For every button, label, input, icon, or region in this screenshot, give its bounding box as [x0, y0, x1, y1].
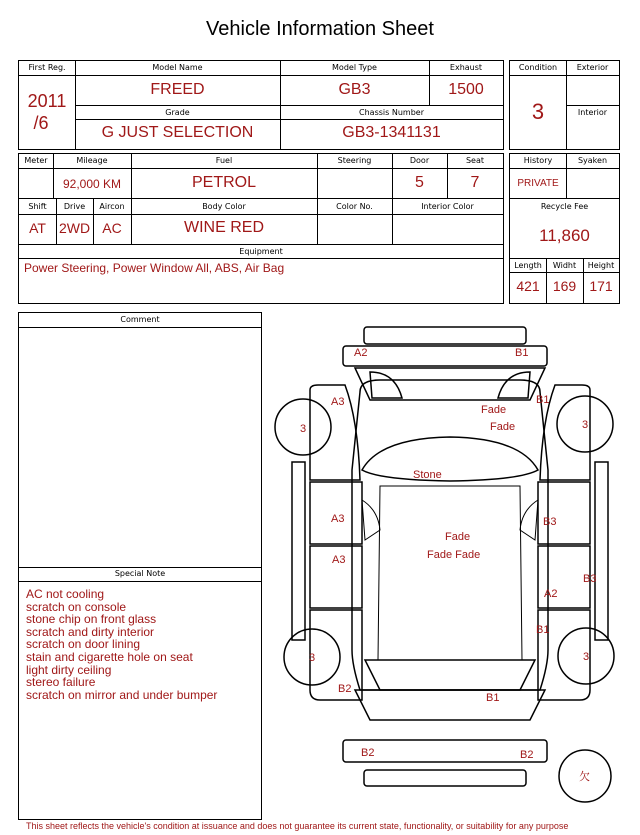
label-front-bumper-left: A2	[354, 347, 368, 359]
door-label: Door	[409, 156, 430, 165]
label-front-left-fender: A3	[331, 396, 345, 408]
length-label: Length	[514, 261, 542, 270]
headlight-right	[498, 372, 530, 398]
steering-label: Steering	[337, 156, 372, 165]
body-color-label: Body Color	[202, 202, 246, 211]
width-value: 169	[552, 278, 577, 294]
label-rear-bumper-right: B2	[520, 749, 534, 761]
model-type: GB3	[338, 81, 371, 98]
label-tailgate: B1	[486, 692, 500, 704]
interior-label: Interior	[577, 108, 608, 117]
recycle-fee-label: Recycle Fee	[540, 202, 589, 211]
label-right-quarter: A2	[544, 588, 558, 600]
main-info-table	[18, 60, 504, 150]
specs-table	[18, 153, 504, 304]
fuel-value: PETROL	[191, 174, 256, 191]
recycle-fee-value: 11,860	[539, 226, 590, 245]
equipment-value: Power Steering, Power Window All, ABS, Air Bag	[24, 261, 285, 275]
headlight-left	[370, 372, 402, 398]
label-rear-left-door: A3	[332, 554, 346, 566]
roof-outline	[378, 486, 522, 660]
special-note-item: scratch and dirty interior	[26, 624, 155, 639]
syaken-label: Syaken	[577, 156, 608, 165]
fuel-label: Fuel	[215, 156, 233, 165]
label-wheel-rear-left: 3	[309, 652, 316, 664]
first-reg-label: First Reg.	[28, 63, 66, 72]
special-note-item: scratch on door lining	[26, 637, 141, 652]
chassis-label: Chassis Number	[359, 108, 424, 117]
label-roof-2: Fade Fade	[427, 549, 481, 561]
model-name-label: Model Name	[152, 63, 203, 72]
first-reg-month: /6	[33, 113, 49, 133]
rear-left-fender	[310, 610, 362, 700]
left-sill	[292, 462, 305, 640]
height-value: 171	[589, 278, 613, 294]
rear-window	[365, 660, 535, 690]
width-label: Widht	[552, 261, 577, 270]
windshield	[362, 437, 538, 481]
front-right-door	[538, 482, 590, 544]
first-reg-year: 2011	[27, 91, 67, 111]
page-title: Vehicle Information Sheet	[206, 18, 434, 40]
seat-label: Seat	[465, 156, 485, 165]
body-color-value: WINE RED	[184, 219, 264, 236]
right-sill	[595, 462, 608, 640]
special-note-item: scratch on mirror and under bumper	[26, 687, 218, 702]
history-value: PRIVATE	[517, 178, 559, 189]
special-note-item: stereo failure	[26, 675, 96, 690]
condition-table	[509, 60, 620, 150]
label-wheel-front-left: 3	[300, 423, 307, 435]
chassis-number: GB3-1341131	[342, 124, 441, 141]
drive-value: 2WD	[58, 220, 91, 236]
meter-label: Meter	[24, 156, 48, 165]
grade-value: G JUST SELECTION	[101, 124, 254, 141]
interior-color-label: Interior Color	[421, 202, 474, 211]
label-roof-1: Fade	[445, 531, 471, 543]
car-damage-diagram	[266, 320, 636, 820]
label-front-bumper-right: B1	[515, 347, 529, 359]
disclaimer-footer: This sheet reflects the vehicle's condition at issuance and does not guarantee its current state, functionality, or suitability for any purpose	[26, 821, 569, 831]
special-note-item: AC not cooling	[26, 587, 105, 601]
label-wheel-rear-right: 3	[583, 651, 590, 663]
history-table	[509, 153, 620, 304]
mileage-label: Mileage	[76, 156, 108, 165]
rear-bumper-strip	[364, 770, 526, 786]
label-wheel-front-right: 3	[582, 419, 589, 431]
comment-label: Comment	[120, 315, 160, 324]
door-value: 5	[415, 174, 424, 191]
label-rear-bumper-left: B2	[361, 747, 375, 759]
label-rear-left-fender: B2	[338, 683, 352, 695]
history-label: History	[523, 156, 553, 165]
model-type-label: Model Type	[332, 63, 377, 72]
condition-score: 3	[531, 99, 545, 124]
label-front-right-door: B3	[543, 516, 557, 528]
hood-outline	[355, 368, 545, 400]
condition-label: Condition	[518, 63, 558, 72]
special-note-list	[26, 588, 217, 701]
grade-label: Grade	[165, 108, 190, 117]
label-spare-wheel: 欠	[579, 771, 590, 783]
label-hood-1: Fade	[481, 404, 507, 416]
label-front-left-door: A3	[331, 513, 345, 525]
special-note-label: Special Note	[114, 569, 166, 578]
left-mirror	[362, 500, 380, 540]
aircon-value: AC	[102, 220, 122, 236]
special-note-item: stain and cigarette hole on seat	[26, 649, 193, 664]
label-front-right-fender: B1	[536, 394, 550, 406]
model-name: FREED	[150, 81, 205, 98]
shift-label: Shift	[28, 202, 47, 211]
drive-label: Drive	[63, 202, 86, 211]
height-label: Height	[587, 261, 615, 270]
label-windshield: Stone	[413, 469, 442, 481]
special-note-item: stone chip on front glass	[26, 612, 157, 627]
aircon-label: Aircon	[99, 202, 125, 211]
right-mirror	[520, 500, 538, 540]
length-value: 421	[516, 278, 540, 294]
mileage-value: 92,000 KM	[62, 177, 122, 191]
exterior-label: Exterior	[576, 63, 609, 72]
exhaust-value: 1500	[448, 81, 484, 98]
label-right-quarter-outer: B3	[583, 573, 597, 585]
tailgate	[355, 690, 545, 720]
front-grille-strip	[364, 327, 526, 344]
label-hood-2: Fade	[490, 421, 516, 433]
shift-value: AT	[29, 220, 46, 236]
special-note-item: light dirty ceiling	[26, 662, 112, 677]
equipment-label: Equipment	[239, 247, 283, 256]
special-note-item: scratch on console	[26, 599, 127, 614]
seat-value: 7	[470, 174, 480, 191]
comment-panel	[18, 312, 262, 820]
label-rear-right-fender: B1	[536, 624, 550, 636]
exhaust-label: Exhaust	[449, 63, 483, 72]
color-no-label: Color No.	[336, 202, 373, 211]
